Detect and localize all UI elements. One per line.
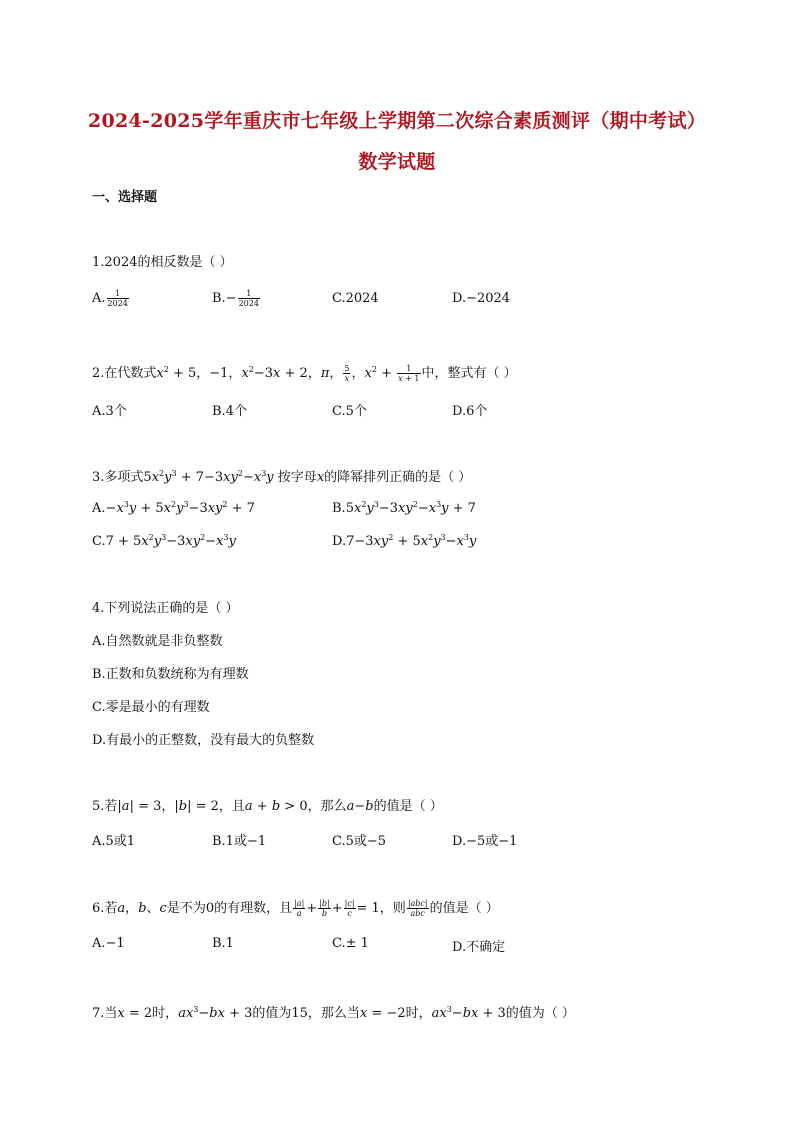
question-5-option-b: B.1或−1	[212, 834, 267, 849]
question-4-option-d: D.有最小的正整数，没有最大的负整数	[92, 733, 315, 748]
question-5-option-c: C.5或−5	[332, 834, 387, 849]
question-1-stem: 1.2024的相反数是（ ）	[92, 255, 233, 270]
question-3-option-b: $B.5x^2y^3-3xy^2-x^3y + 7$	[332, 500, 476, 516]
question-2-option-b: B.4个	[212, 404, 247, 419]
question-2-option-a: A.3个	[92, 404, 127, 419]
question-2-option-d: D.6个	[452, 404, 488, 419]
question-2-stem: 2.在代数式$x^2 + 5$，−1，$x^2-3x + 2$，π， $\frac{5}{x}$ ，$x^2$ + $\frac{1}{x + 1}$ 中，整式有（ ）	[92, 364, 517, 383]
question-5-stem: 5.若|a| = 3，|b| = 2，且a + b > 0，那么a−b的值是（ ）	[92, 799, 443, 814]
document-title: 2024-2025学年重庆市七年级上学期第二次综合素质测评（期中考试）	[87, 110, 707, 132]
question-6-option-b: B.1	[212, 936, 234, 951]
question-1-option-b: B.− $\frac{1}{2024}$	[212, 289, 259, 308]
question-6-stem: 6.若a，b、c是不为0的有理数，且 $\frac{|a|}{a}$ + $\frac{|b|}{b}$ + $\frac{|c|}{c}$ = 1，则 $\frac{\text{|abc|}}{\text{abc}}$ 的值是（ ）	[92, 899, 499, 918]
question-1-option-a: A. $\frac{1}{2024}$	[92, 289, 128, 308]
question-3-option-d: $D.7-3xy^2 + 5x^2y^3-x^3y$	[332, 533, 477, 549]
question-6-option-a: A.−1	[92, 936, 125, 951]
question-1-option-d: D.−2024	[452, 291, 511, 306]
question-4-option-a: A.自然数就是非负整数	[92, 634, 223, 649]
question-3-option-a: $A.-x^3y + 5x^2y^3-3xy^2 + 7$	[92, 500, 255, 516]
question-3-option-c: $C.7 + 5x^2y^3-3xy^2-x^3y$	[92, 533, 236, 549]
question-5-option-a: A.5或1	[92, 834, 136, 849]
question-4-stem: 4.下列说法正确的是（ ）	[92, 601, 239, 616]
question-1-option-c: C.2024	[332, 291, 379, 306]
question-2-option-c: C.5个	[332, 404, 367, 419]
question-6-option-d: D.不确定	[452, 940, 506, 955]
question-4-option-c: C.零是最小的有理数	[92, 700, 210, 715]
question-5-option-d: D.−5或−1	[452, 834, 518, 849]
question-7-stem: 7.当x = 2时，$ax^3-bx + 3$的值为15，那么当x = −2时，$ax^3-bx + 3$的值为（ ）	[92, 1005, 575, 1021]
question-6-option-c: C.± 1	[332, 936, 369, 951]
section-heading: 一、选择题	[92, 190, 158, 205]
document-subtitle: 数学试题	[358, 151, 436, 173]
question-3-stem: 3.多项式$5x^2y^3 + 7-3xy^2-x^3y$ 按字母x的降幂排列正确的是（ ）	[92, 469, 472, 485]
question-4-option-b: B.正数和负数统称为有理数	[92, 667, 249, 682]
